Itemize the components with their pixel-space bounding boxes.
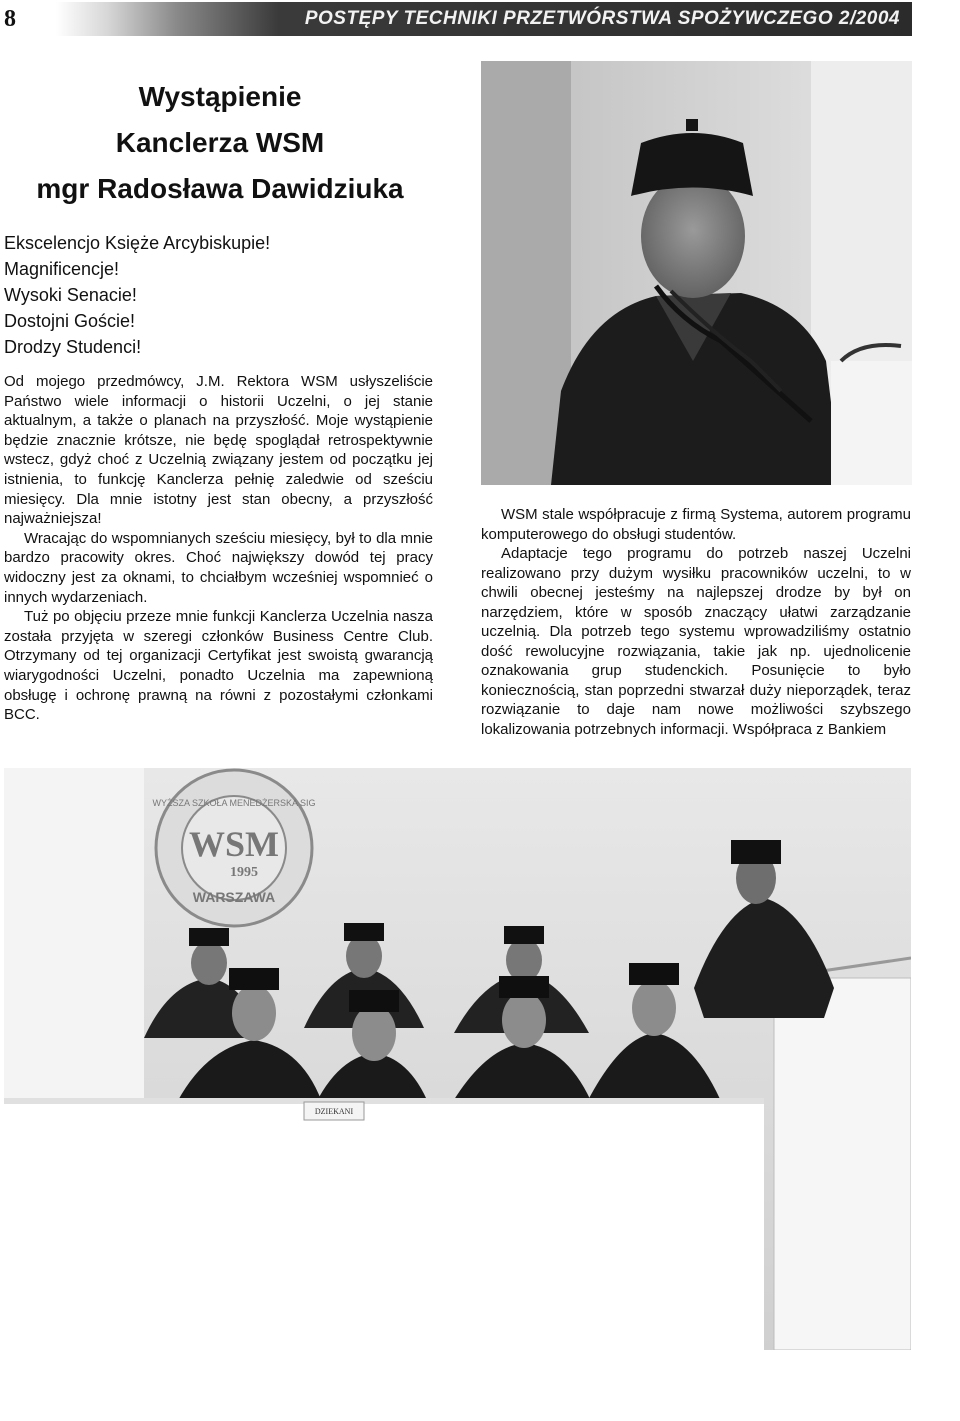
table-placard: DZIEKANI [314, 1107, 354, 1116]
article-title-line: Kanclerza WSM [115, 127, 325, 158]
salutation-line: Dostojni Goście! [4, 311, 136, 331]
ceremony-photo [4, 768, 911, 1350]
emblem-letters: WSM [189, 824, 279, 864]
paragraph: Adaptacje tego programu do potrzeb naszej Uczelni realizowano przy dużym wysiłku pracowników uczelni, to w chwili obecnej jesteśmy na najlepszej drodze by był on narzędziem, które w sposób znaczący ułatwi zarządzanie uczelnią. Dla potrzeb tego systemu wprowadziliśmy ostatnio dość rewolucyjne rozwiązania, takie jak np. ujednolicenie oznakowania grup studenckich. Posunięcie to było koniecznością, stan poprzedni stwarzał duży nieporządek, teraz rozwiązanie to daje nam nowe możliwości szybszego lokalizowania potrzebnych informacji. Współpraca z Bankiem [481, 545, 911, 738]
page-header [0, 0, 914, 38]
left-column [4, 372, 433, 725]
paragraph: Od mojego przedmówcy, J.M. Rektora WSM usłyszeliście Państwo wiele informacji o historii Uczelni, o jej stanie aktualnym, a także o planach na przyszłość. Moje wystąpienie będzie znacznie krótsze, nie będę spoglądał retrospektywnie wstecz, gdyż choć z Uczelnią związany jestem od początku jej istnienia, to funkcję Kanclerza pełnię zaledwie od sześciu miesięcy. Dla mnie istotny jest stan obecny, a przyszłość najważniejsza! [4, 373, 433, 528]
paragraph: Wracając do wspomnianych sześciu miesięcy, był to dla mnie bardzo pracowity okres. Choć największy dowód tej pracy widoczny jest za oknami, to chciałbym wcześniej wspomnieć o innych wydarzeniach. [4, 529, 433, 606]
article-title [0, 74, 440, 212]
article-title-line: Wystąpienie [138, 81, 302, 112]
salutation-line: Wysoki Senacie! [4, 285, 137, 305]
salutation-line: Drodzy Studenci! [4, 337, 142, 357]
paragraph: Tuż po objęciu przeze mnie funkcji Kanclerza Uczelnia nasza została przyjęta w szeregi członków Business Centre Club. Otrzymany od tej organizacji Certyfikat jest swoistą gwarancją wiarygodności Uczelni, ponadto Uczelnia ma zapewnioną obsługę i ochronę prawną na równi z pozostałymi członkami BCC. [4, 608, 433, 724]
emblem-year: 1995 [230, 865, 258, 880]
salutation-line: Magnificencje! [4, 259, 120, 279]
speaker-photo [481, 61, 912, 485]
photo-icon [481, 61, 912, 485]
right-column [481, 505, 911, 739]
salutations [4, 230, 444, 360]
header-band [56, 2, 912, 36]
article-title-line: mgr Radosława Dawidziuka [36, 173, 404, 204]
page-number: 8 [4, 6, 16, 32]
salutation-line: Ekscelencjo Księże Arcybiskupie! [4, 233, 271, 253]
journal-title: POSTĘPY TECHNIKI PRZETWÓRSTWA SPOŻYWCZEGO 2/2004 [304, 8, 900, 29]
wsm-emblem [152, 770, 315, 926]
emblem-city: WARSZAWA [192, 889, 276, 905]
emblem-ring-text: WYŻSZA SZKOŁA MENEDŻERSKA SIG [152, 798, 316, 808]
paragraph: WSM stale współpracuje z firmą Systema, autorem programu komputerowego do obsługi studentów. [481, 506, 911, 543]
